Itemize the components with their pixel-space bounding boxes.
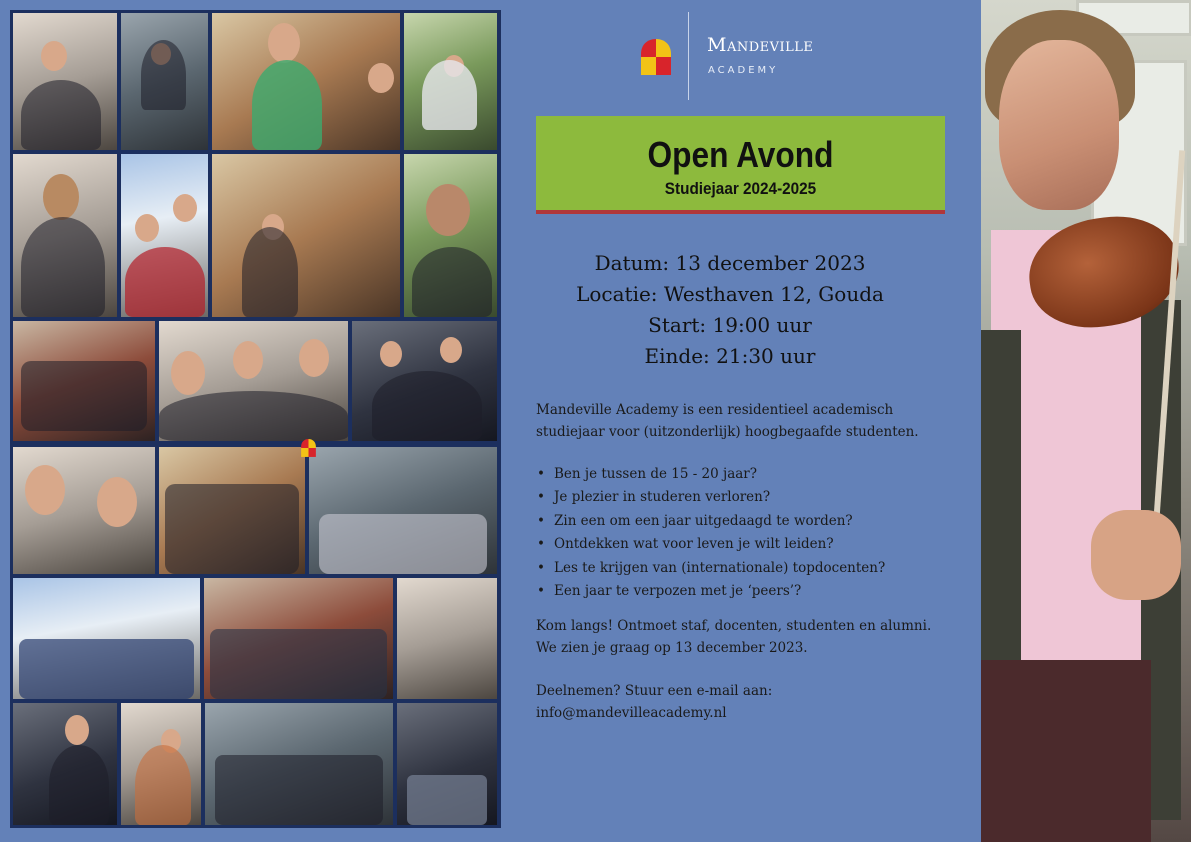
mandeville-logo-icon xyxy=(640,38,672,76)
list-item: • Ontdekken wat voor leven je wilt leiden? xyxy=(536,533,956,556)
contact-line: Deelnemen? Stuur een e-mail aan: xyxy=(536,683,773,699)
list-item: • Zin een om een jaar uitgedaagd te worden? xyxy=(536,510,956,533)
photo-collage xyxy=(10,10,501,828)
banner-title: Open Avond xyxy=(647,134,834,175)
collage-photo xyxy=(212,13,400,150)
hand xyxy=(1091,510,1181,600)
collage-photo xyxy=(309,447,497,574)
event-start: Start: 19:00 uur xyxy=(648,313,812,337)
collage-photo xyxy=(121,13,208,150)
list-item: • Je plezier in studeren verloren? xyxy=(536,486,956,509)
bullet-icon: • xyxy=(537,489,545,506)
intro-paragraph: Mandeville Academy is een residentieel academisch studiejaar voor (uitzonderlijk) hoogbegaafde studenten. xyxy=(536,402,919,440)
collage-photo xyxy=(13,13,117,150)
collage-photo xyxy=(352,321,497,441)
collage-photo xyxy=(212,154,400,317)
face xyxy=(999,40,1119,210)
collage-photo xyxy=(404,13,497,150)
bullet-icon: • xyxy=(537,512,545,529)
collage-photo xyxy=(13,703,117,825)
banner-subtitle: Studiejaar 2024-2025 xyxy=(664,179,817,198)
event-banner xyxy=(536,116,945,214)
collage-logo-icon xyxy=(300,438,317,458)
contact-email[interactable]: info@mandevilleacademy.nl xyxy=(536,705,727,721)
logo-subtitle: ACADEMY xyxy=(708,65,779,76)
bullet-icon: • xyxy=(537,583,545,600)
collage-photo xyxy=(397,578,497,699)
collage-photo xyxy=(13,321,155,441)
collage-photo xyxy=(159,447,305,574)
bullet-icon: • xyxy=(537,536,545,553)
contact-block xyxy=(536,680,956,724)
list-item: • Les te krijgen van (internationale) topdocenten? xyxy=(536,557,956,580)
event-date: Datum: 13 december 2023 xyxy=(594,251,866,275)
collage-photo xyxy=(159,321,348,441)
logo-divider xyxy=(688,12,689,100)
list-item: • Een jaar te verpozen met je ‘peers’? xyxy=(536,580,956,603)
logo-name: Mandeville xyxy=(707,34,814,56)
question-list xyxy=(536,463,956,603)
collage-photo xyxy=(204,578,393,699)
event-location: Locatie: Westhaven 12, Gouda xyxy=(576,282,884,306)
collage-photo xyxy=(397,703,497,825)
bullet-icon: • xyxy=(537,559,545,576)
collage-photo xyxy=(13,578,200,699)
collage-photo xyxy=(13,154,117,317)
violinist-photo xyxy=(981,0,1191,842)
trousers xyxy=(981,660,1151,842)
collage-photo xyxy=(205,703,393,825)
invite-paragraph: Kom langs! Ontmoet staf, docenten, studenten en alumni. We zien je graag op 13 december 2023. xyxy=(536,618,932,656)
collage-photo xyxy=(121,703,201,825)
list-item: • Ben je tussen de 15 - 20 jaar? xyxy=(536,463,956,486)
bullet-icon: • xyxy=(537,466,545,482)
collage-photo xyxy=(121,154,208,317)
collage-photo xyxy=(13,447,155,574)
event-end: Einde: 21:30 uur xyxy=(644,344,816,368)
event-details xyxy=(536,248,924,372)
collage-photo xyxy=(404,154,497,317)
